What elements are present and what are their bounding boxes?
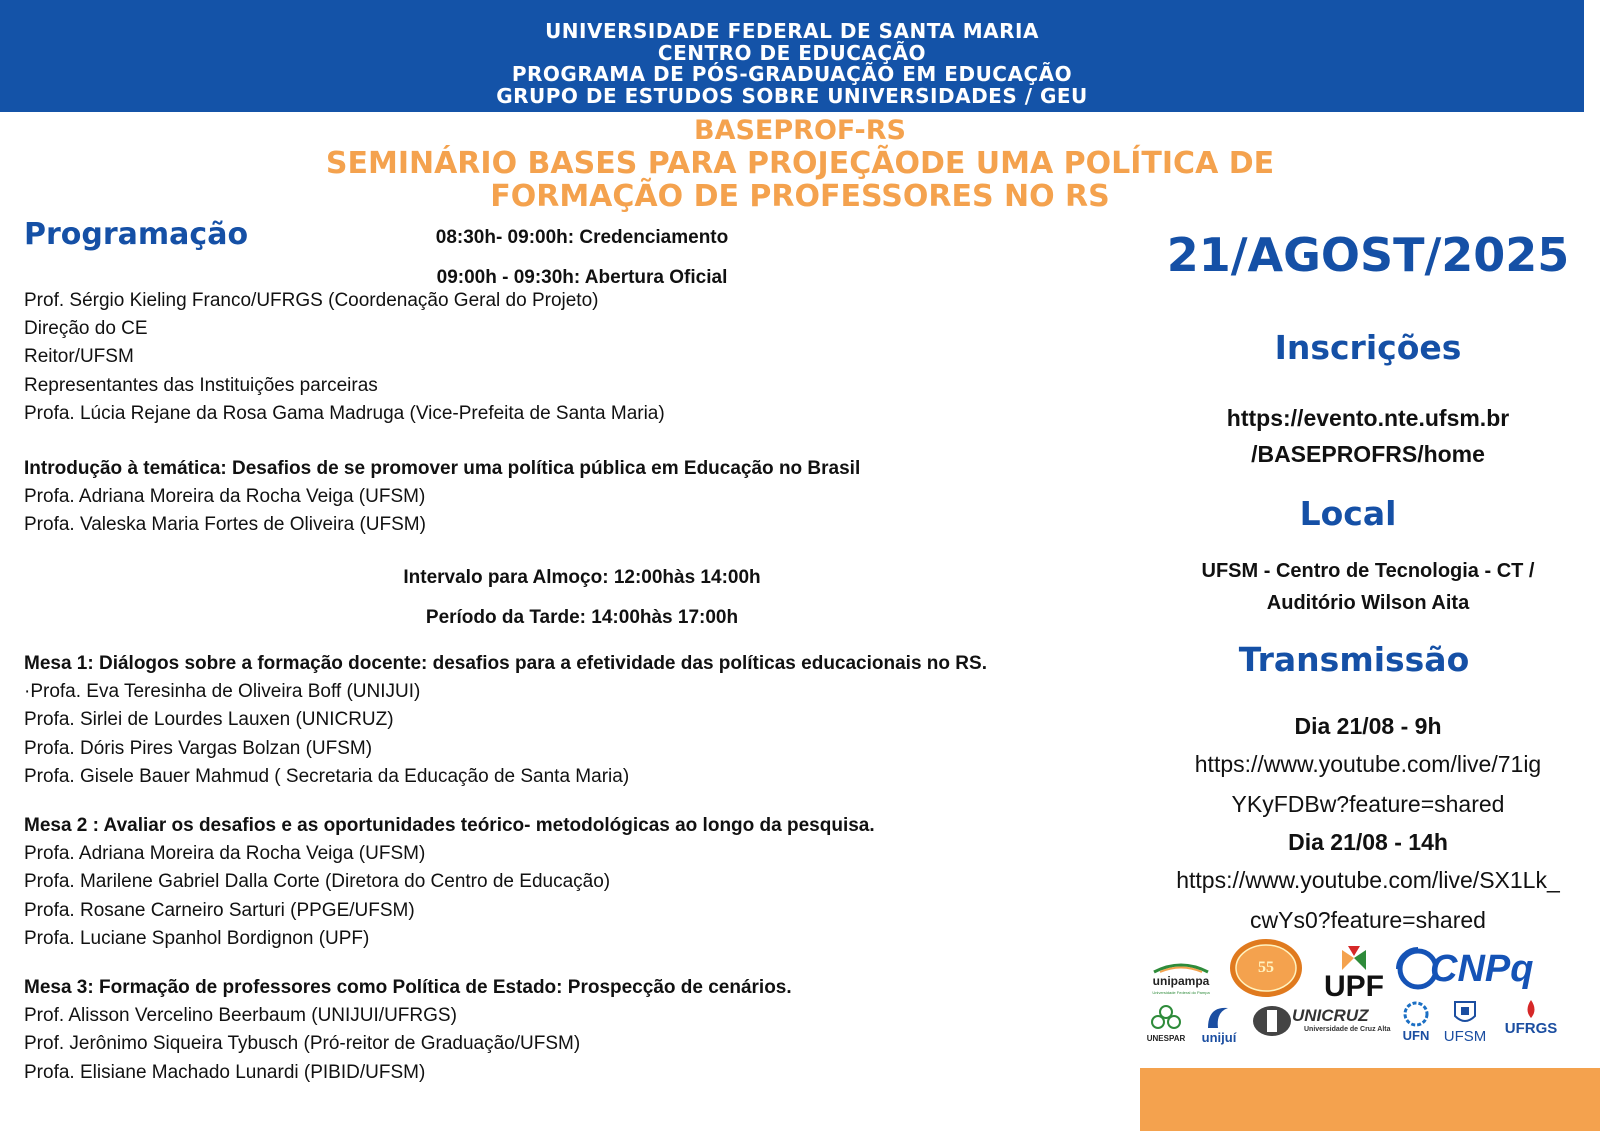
unijui-emblem-icon: [1194, 1002, 1244, 1032]
ufrgs-flame-icon: [1496, 998, 1566, 1022]
unespar-label: UNESPAR: [1146, 1034, 1186, 1043]
list-item: Profa. Elisiane Machado Lunardi (PIBID/UFSM): [24, 1061, 426, 1083]
list-item: Prof. Jerônimo Siqueira Tybusch (Pró-reitor de Graduação/UFSM): [24, 1033, 581, 1055]
svg-text:55: 55: [1258, 959, 1274, 976]
unipampa-logo: [1146, 958, 1216, 998]
local-heading: Local: [1299, 494, 1397, 533]
ufn-label: UFN: [1402, 1028, 1430, 1043]
local-line-1: UFSM - Centro de Tecnologia - CT /: [1201, 560, 1535, 582]
schedule-abertura: 09:00h - 09:30h: Abertura Oficial: [436, 267, 728, 288]
inscricoes-heading: Inscrições: [1274, 328, 1462, 367]
list-item: Prof. Alisson Vercelino Beerbaum (UNIJUI/UFRGS): [24, 1005, 457, 1027]
unicruz-logo: [1252, 1004, 1392, 1044]
unicruz-label: UNICRUZ: [1292, 1006, 1369, 1025]
transmissao-heading: Transmissão: [1238, 640, 1470, 679]
event-title-line-2: SEMINÁRIO BASES PARA PROJEÇÃODE UMA POLÍTICA DE: [325, 146, 1275, 181]
unipampa-label: unipampa: [1152, 974, 1210, 988]
event-title-acronym: BASEPROF-RS: [694, 115, 906, 146]
unicruz-sublabel: Universidade de Cruz Alta: [1304, 1026, 1391, 1033]
footer-accent-bar: [1140, 1068, 1600, 1131]
inscricoes-link[interactable]: [1140, 400, 1596, 472]
list-item: ·Profa. Eva Teresinha de Oliveira Boff (UNIJUI): [24, 681, 421, 703]
local-section: [1120, 494, 1576, 533]
transmissao-details: [1140, 708, 1596, 940]
partner-logos: [1140, 948, 1600, 1052]
mesa-2-title: Mesa 2 : Avaliar os desafios e as oportunidades teórico- metodológicas ao longo da pesquisa.: [24, 815, 875, 836]
unipampa-sublabel: Universidade Federal do Pampa: [1152, 990, 1210, 995]
upf-label: UPF: [1324, 970, 1384, 1003]
cnpq-label: CNPq: [1430, 948, 1534, 990]
mesa-2-section: [24, 812, 875, 953]
cnpq-logo: [1396, 946, 1546, 994]
list-item: Direção do CE: [24, 318, 148, 340]
ufn-emblem-icon: [1398, 1000, 1434, 1030]
inscricoes-section: [1140, 328, 1596, 367]
list-item: Prof. Sérgio Kieling Franco/UFRGS (Coordenação Geral do Projeto): [24, 290, 599, 311]
schedule-tarde: Período da Tarde: 14:00hàs 17:00h: [425, 607, 739, 628]
list-item: Profa. Dóris Pires Vargas Bolzan (UFSM): [24, 737, 373, 759]
unespar-emblem-icon: [1144, 1004, 1188, 1034]
local-line-2: Auditório Wilson Aita: [1266, 592, 1470, 614]
list-item: Profa. Luciane Spanhol Bordignon (UPF): [24, 927, 370, 949]
transmissao-section: [1126, 640, 1582, 679]
unijui-logo: [1194, 1002, 1244, 1050]
youtube-link-1b[interactable]: YKyFDBw?feature=shared: [1231, 791, 1505, 817]
list-item: Profa. Adriana Moreira da Rocha Veiga (UFSM): [24, 486, 426, 508]
ufsm-label: UFSM: [1443, 1028, 1487, 1045]
list-item: Profa. Gisele Bauer Mahmud ( Secretaria da Educação de Santa Maria): [24, 765, 630, 787]
ufsm-logo: [1440, 998, 1490, 1050]
ufrgs-logo: [1496, 998, 1566, 1050]
schedule-intervalo: Intervalo para Almoço: 12:00hàs 14:00h: [403, 567, 761, 588]
youtube-link-2b[interactable]: cwYs0?feature=shared: [1250, 907, 1486, 933]
list-item: Profa. Lúcia Rejane da Rosa Gama Madruga (Vice-Prefeita de Santa Maria): [24, 402, 665, 424]
header-line-university: UNIVERSIDADE FEDERAL DE SANTA MARIA: [545, 19, 1039, 43]
mesa-1-title: Mesa 1: Diálogos sobre a formação docente: desafios para a efetividade das políticas educacionais no RS.: [24, 653, 987, 674]
unicruz-emblem-icon: [1252, 1004, 1292, 1038]
ufrgs-label: UFRGS: [1504, 1020, 1558, 1037]
institution-header: [0, 0, 1584, 112]
mesa-3-section: [24, 974, 792, 1087]
mesa-1-section: [24, 650, 987, 791]
header-line-center: CENTRO DE EDUCAÇÃO: [657, 40, 927, 65]
inscricoes-link-line-1[interactable]: https://evento.nte.ufsm.br: [1226, 405, 1510, 431]
list-item: Profa. Sirlei de Lourdes Lauxen (UNICRUZ): [24, 709, 394, 731]
intro-title: Introdução à temática: Desafios de se promover uma política pública em Educação no Brasil: [24, 458, 861, 479]
youtube-link-1a[interactable]: https://www.youtube.com/live/71ig: [1194, 751, 1542, 777]
list-item: Representantes das Instituições parceiras: [24, 374, 378, 396]
header-line-group: GRUPO DE ESTUDOS SOBRE UNIVERSIDADES / GEU: [496, 83, 1088, 108]
header-line-program: PROGRAMA DE PÓS-GRADUAÇÃO EM EDUCAÇÃO: [511, 62, 1073, 86]
list-item: Reitor/UFSM: [24, 346, 134, 368]
ufn-logo: [1398, 1000, 1434, 1050]
abertura-list: [24, 287, 665, 428]
list-item: Profa. Rosane Carneiro Sarturi (PPGE/UFSM): [24, 899, 415, 921]
anniversary-seal: [1228, 938, 1304, 1000]
inscricoes-link-line-2[interactable]: /BASEPROFRS/home: [1251, 441, 1485, 467]
ufsm-emblem-icon: [1440, 998, 1490, 1028]
program-heading: Programação: [24, 217, 249, 252]
unespar-logo: [1144, 1004, 1188, 1050]
list-item: Profa. Marilene Gabriel Dalla Corte (Diretora do Centro de Educação): [24, 871, 611, 893]
transmissao-dia-1: Dia 21/08 - 9h: [1294, 713, 1442, 739]
unijui-label: unijuí: [1201, 1030, 1237, 1045]
mesa-3-title: Mesa 3: Formação de professores como Política de Estado: Prospecção de cenários.: [24, 977, 792, 998]
upf-logo: [1318, 942, 1390, 1003]
anniversary-seal-icon: [1228, 938, 1304, 1000]
list-item: Profa. Adriana Moreira da Rocha Veiga (UFSM): [24, 843, 426, 865]
youtube-link-2a[interactable]: https://www.youtube.com/live/SX1Lk_: [1176, 867, 1560, 893]
schedule-credenciamento: 08:30h- 09:00h: Credenciamento: [435, 227, 729, 248]
list-item: Profa. Valeska Maria Fortes de Oliveira (UFSM): [24, 514, 426, 536]
intro-section: [24, 455, 860, 540]
local-address: [1140, 555, 1596, 619]
event-date: 21/AGOST/2025: [1166, 228, 1570, 282]
event-title-line-3: FORMAÇÃO DE PROFESSORES NO RS: [490, 179, 1110, 214]
transmissao-dia-2: Dia 21/08 - 14h: [1288, 829, 1448, 855]
event-title: [0, 115, 1600, 213]
